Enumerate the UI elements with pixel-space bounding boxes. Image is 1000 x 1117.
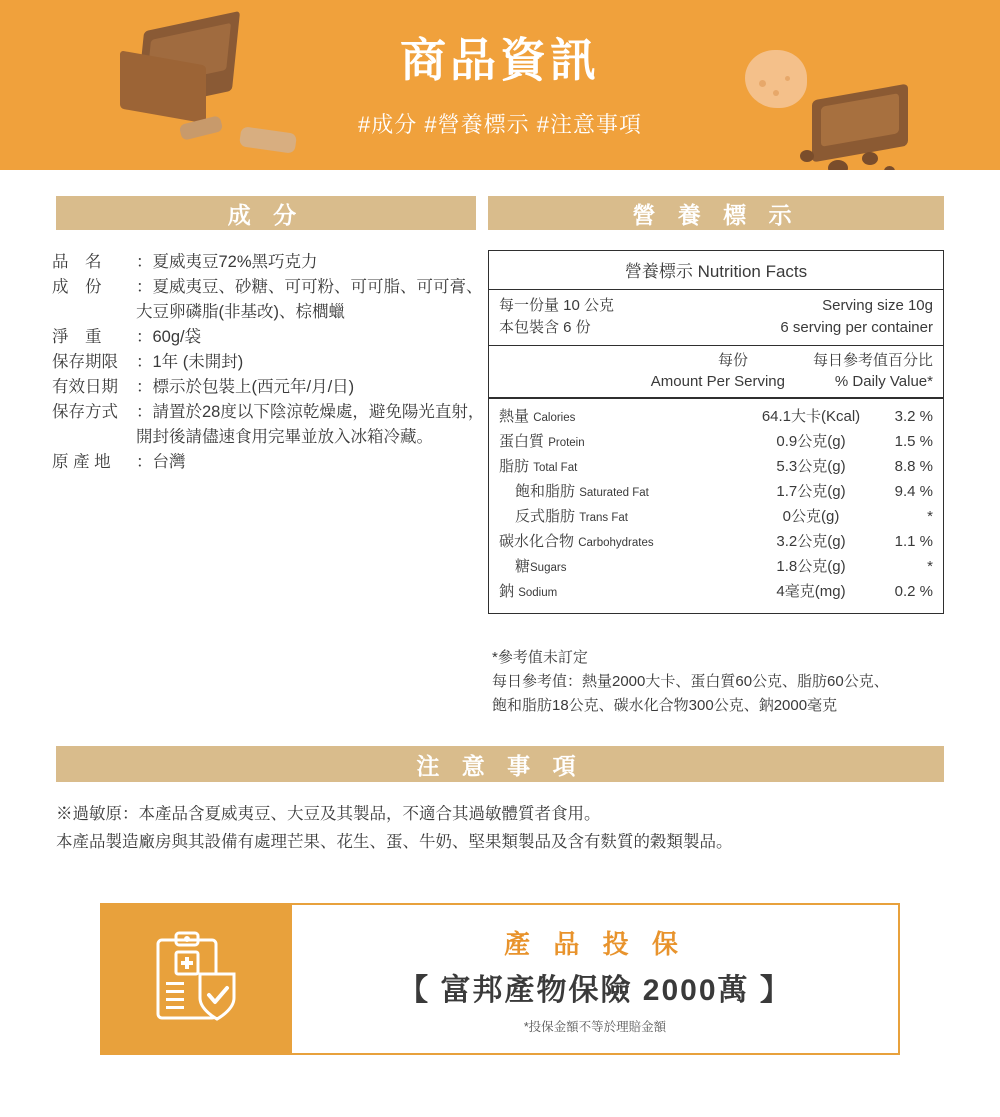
ingredient-label: 成 份 — [52, 278, 102, 296]
ingredient-value: ：標示於包裝上(西元年/月/日) — [136, 378, 355, 396]
ingredient-value-cont: 開封後請儘速食用完畢並放入冰箱冷藏。 — [136, 428, 433, 446]
nutrient-daily-value: 1.1 % — [894, 533, 933, 550]
nutrient-daily-value: 3.2 % — [894, 408, 933, 425]
nutrient-amount: 1.8公克(g) — [776, 558, 846, 575]
ingredient-value: ：1年 (未開封) — [136, 353, 244, 371]
insurance-amount: 【 富邦產物保險 2000萬 】 — [398, 973, 792, 1007]
serving-info — [489, 290, 943, 346]
list-item — [52, 400, 492, 425]
nutrient-daily-value: * — [927, 558, 933, 575]
list-item — [52, 300, 492, 325]
nutrition-column-headers — [489, 346, 943, 399]
column-header-amount-en: Amount Per Serving — [650, 373, 785, 390]
nutrient-daily-value: 1.5 % — [894, 433, 933, 450]
ingredients-list — [52, 250, 492, 475]
column-header-dv-en: % Daily Value* — [834, 373, 933, 390]
nutrient-name: 蛋白質 Protein — [499, 433, 585, 450]
nutrient-name: 飽和脂肪 Saturated Fat — [515, 483, 649, 500]
insurance-box — [100, 903, 900, 1055]
page-header — [0, 0, 1000, 170]
nutrition-facts-panel — [488, 250, 944, 614]
page-title: 商品資訊 — [400, 34, 600, 86]
chocolate-crumb-icon — [828, 160, 848, 170]
nutrient-amount: 64.1大卡(Kcal) — [761, 408, 861, 425]
list-item — [52, 375, 492, 400]
list-item — [52, 425, 492, 450]
nut-speck-icon — [773, 90, 779, 96]
column-header-dv-zh: 每日參考值百分比 — [812, 352, 933, 369]
nutrient-name: 脂肪 Total Fat — [499, 458, 578, 475]
ingredient-value: ：請置於28度以下陰涼乾燥處，避免陽光直射， — [136, 403, 485, 421]
nutrition-panel-title: 營養標示 Nutrition Facts — [489, 251, 943, 290]
nutrient-amount: 1.7公克(g) — [776, 483, 846, 500]
chocolate-crumb-icon — [800, 150, 814, 162]
table-row — [499, 530, 933, 555]
ingredient-value: ：60g/袋 — [136, 328, 202, 346]
insurance-title: 產 品 投 保 — [504, 928, 686, 959]
insurance-note: *投保金額不等於理賠金額 — [523, 1019, 667, 1034]
insurance-text-area — [292, 905, 898, 1053]
ingredient-value: ：夏威夷豆、砂糖、可可粉、可可脂、可可膏、 — [136, 278, 483, 296]
nutrient-name: 鈉 Sodium — [499, 583, 558, 600]
notice-text — [56, 800, 956, 856]
insurance-icon-area — [102, 905, 292, 1053]
nutrient-name: 反式脂肪 Trans Fat — [515, 508, 628, 525]
table-row — [499, 580, 933, 605]
ingredient-label: 保存期限 — [52, 353, 118, 371]
nutrient-daily-value: 9.4 % — [894, 483, 933, 500]
ingredient-value-cont: 大豆卵磷脂(非基改)、棕櫚蠟 — [136, 303, 345, 321]
nutrient-amount: 0.9公克(g) — [776, 433, 846, 450]
table-row — [499, 455, 933, 480]
list-item — [52, 325, 492, 350]
list-item — [52, 450, 492, 475]
footnote-line: 每日參考值：熱量2000大卡、蛋白質60公克、脂肪60公克、 — [492, 673, 889, 690]
ingredient-value: ：夏威夷豆72%黑巧克力 — [136, 253, 318, 271]
facility-line: 本產品製造廠房與其設備有處理芒果、花生、蛋、牛奶、堅果類製品及含有麩質的穀類製品。 — [56, 833, 733, 851]
serving-size-en: Serving size 10g — [822, 297, 933, 314]
nutrient-name: 碳水化合物 Carbohydrates — [499, 533, 654, 550]
nutrient-amount: 0公克(g) — [782, 508, 840, 525]
nutrient-daily-value: 8.8 % — [894, 458, 933, 475]
list-item — [52, 275, 492, 300]
ingredient-label: 品 名 — [52, 253, 102, 271]
allergen-line: ※過敏原：本產品含夏威夷豆、大豆及其製品，不適合其過敏體質者食用。 — [56, 805, 601, 823]
servings-en: 6 serving per container — [780, 319, 933, 336]
nutrient-amount: 4毫克(mg) — [776, 583, 846, 600]
table-row — [499, 405, 933, 430]
clipboard-shield-icon — [142, 924, 252, 1034]
ingredient-label: 有效日期 — [52, 378, 118, 396]
list-item — [52, 250, 492, 275]
table-row — [499, 555, 933, 580]
serving-size-label: 每一份量 10 公克 — [499, 297, 615, 314]
servings-label: 本包裝含 6 份 — [499, 319, 591, 336]
table-row — [499, 480, 933, 505]
nutrition-section-header: 營 養 標 示 — [488, 196, 944, 230]
notice-section-header: 注 意 事 項 — [56, 746, 944, 782]
chocolate-crumb-icon — [862, 152, 878, 165]
page-hashtags: #成分 #營養標示 #注意事項 — [358, 112, 642, 137]
nutrient-name: 熱量 Calories — [499, 408, 576, 425]
ingredient-value: ：台灣 — [136, 453, 186, 471]
nutrition-footnote — [492, 646, 962, 718]
chocolate-crumb-icon — [884, 166, 895, 170]
ingredient-label: 淨 重 — [52, 328, 102, 346]
ingredient-label: 原 產 地 — [52, 453, 111, 471]
nutrient-amount: 3.2公克(g) — [776, 533, 846, 550]
column-header-amount-zh: 每份 — [717, 352, 748, 369]
nutrient-amount: 5.3公克(g) — [776, 458, 846, 475]
nutrient-daily-value: * — [927, 508, 933, 525]
nutrition-rows — [489, 399, 943, 613]
table-row — [499, 505, 933, 530]
nutrient-name: 糖Sugars — [515, 558, 567, 575]
footnote-line: *參考值未訂定 — [492, 649, 588, 666]
table-row — [499, 430, 933, 455]
list-item — [52, 350, 492, 375]
ingredients-section-header: 成 分 — [56, 196, 476, 230]
ingredient-label: 保存方式 — [52, 403, 118, 421]
footnote-line: 飽和脂肪18公克、碳水化合物300公克、鈉2000毫克 — [492, 697, 838, 714]
nutrient-daily-value: 0.2 % — [894, 583, 933, 600]
